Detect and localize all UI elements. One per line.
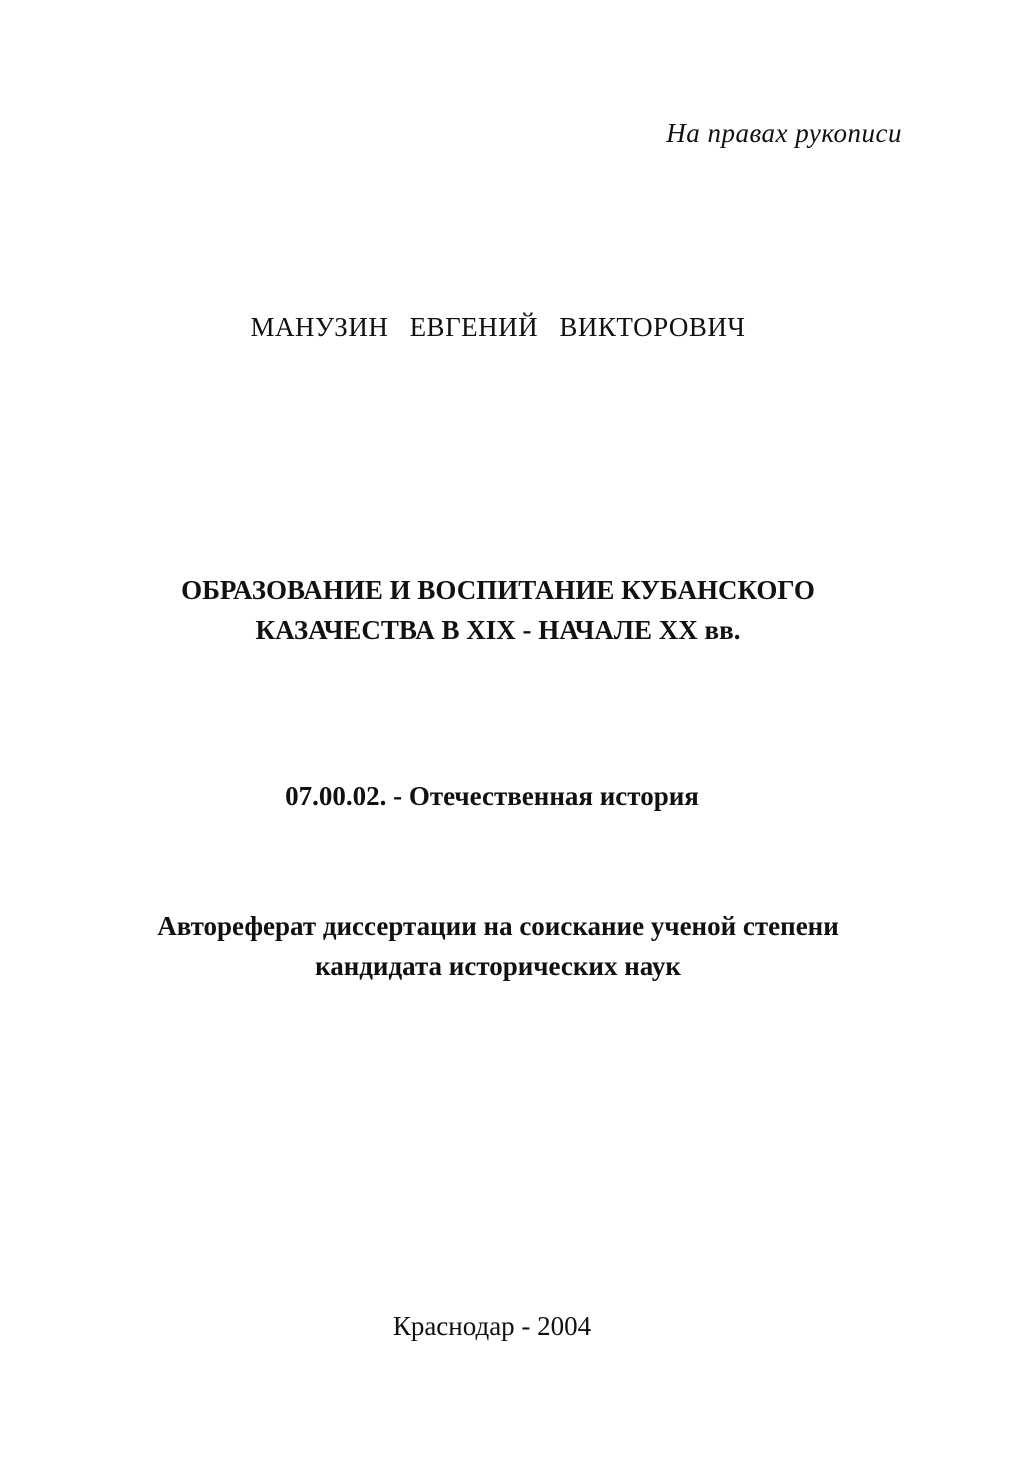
specialty-code: 07.00.02. - Отечественная история — [285, 781, 699, 811]
title-line-1: ОБРАЗОВАНИЕ И ВОСПИТАНИЕ КУБАНСКОГО — [181, 575, 815, 605]
title-line-2: КАЗАЧЕСТВА В XIX - НАЧАЛЕ XX вв. — [255, 615, 741, 645]
abstract-line-1: Автореферат диссертации на соискание ученой степени — [157, 911, 839, 941]
place-year: Краснодар - 2004 — [392, 1311, 592, 1341]
abstract-line-2: кандидата исторических наук — [315, 951, 681, 981]
author-name: МАНУЗИН ЕВГЕНИЙ ВИКТОРОВИЧ — [250, 312, 746, 342]
rights-note: На правах рукописи — [666, 118, 902, 148]
